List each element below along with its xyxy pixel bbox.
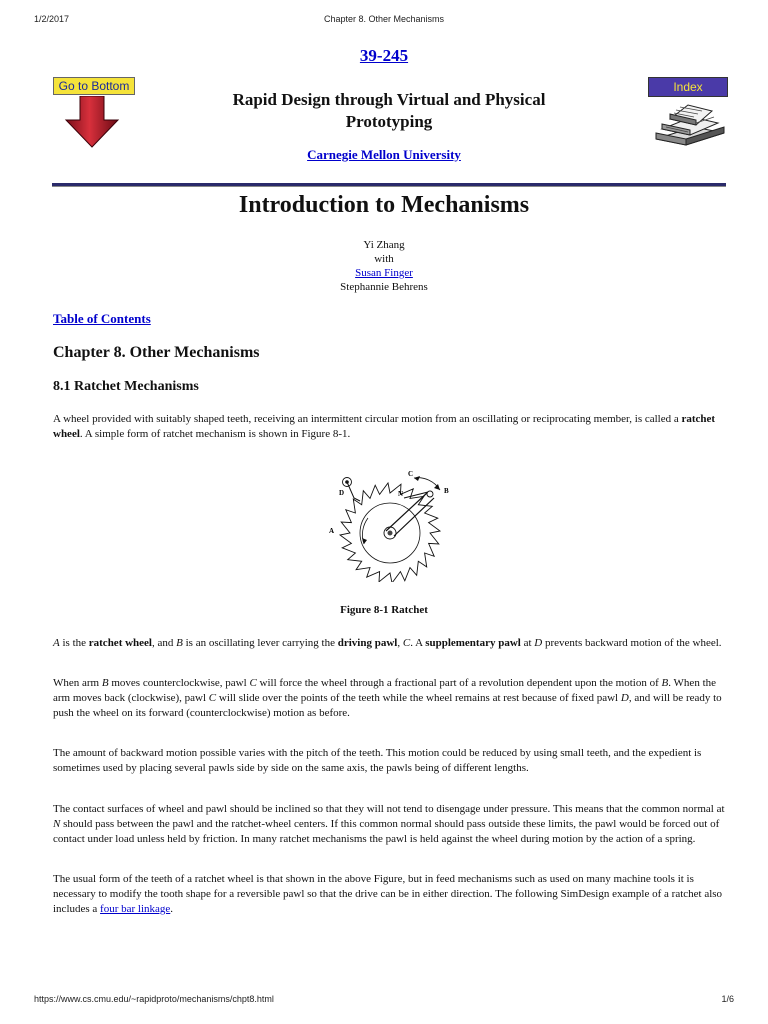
- wheel-axle: [388, 531, 393, 536]
- text-run: prevents backward motion of the wheel.: [542, 637, 722, 649]
- chapter-heading: Chapter 8. Other Mechanisms: [53, 344, 260, 361]
- paragraph-motion: [53, 676, 725, 721]
- section-heading: 8.1 Ratchet Mechanisms: [53, 379, 199, 394]
- paragraph-parts: [53, 636, 725, 651]
- index-button[interactable]: Index: [648, 77, 728, 97]
- var: B: [101, 677, 109, 689]
- course-code-link[interactable]: 39-245: [359, 46, 409, 65]
- paragraph-intro: [53, 412, 725, 442]
- text-run: should pass between the pawl and the ratchet-wheel centers. If this common normal should pass outside these limits, the pawl would be forced out of contact under load unless held by friction. In many ratchet mechanisms the pawl is held against the wheel during motion by the action of a spring.: [53, 818, 720, 845]
- text-run: When arm: [53, 677, 102, 689]
- four-bar-linkage-link[interactable]: four bar linkage: [100, 903, 171, 915]
- university: [0, 147, 768, 163]
- var: C: [208, 692, 217, 704]
- term-ratchet-wheel: ratchet wheel: [53, 413, 716, 440]
- print-url: https://www.cs.cmu.edu/~rapidproto/mechanisms/chpt8.html: [34, 994, 274, 1004]
- var: N: [53, 818, 61, 830]
- text-run: ,: [397, 637, 403, 649]
- term: ratchet wheel: [88, 637, 152, 649]
- ratchet-figure: [320, 462, 460, 582]
- toc: [53, 311, 151, 327]
- author-name: Yi Zhang: [363, 239, 405, 251]
- text-run: . When the arm moves back (clockwise), pawl: [53, 677, 717, 704]
- author-with: with: [374, 253, 394, 265]
- page-title: Introduction to Mechanisms: [238, 192, 530, 218]
- term: supplementary pawl: [425, 637, 521, 649]
- header-divider: [52, 183, 726, 187]
- course-code: [0, 46, 768, 66]
- coauthor-name: Stephannie Behrens: [340, 281, 428, 293]
- var: C: [249, 677, 257, 689]
- text-run: will force the wheel through a fractional part of a revolution dependent upon the motion of: [256, 677, 662, 689]
- arrowhead: [434, 484, 440, 490]
- var: A: [53, 637, 60, 649]
- paragraph-contact-surfaces: [53, 802, 725, 847]
- text-run: A wheel provided with suitably shaped teeth, receiving an intermittent circular motion from an oscillating or reciprocating member, is called a: [53, 413, 682, 425]
- label-c: C: [408, 470, 414, 478]
- print-page-number: 1/6: [721, 994, 734, 1004]
- label-b: B: [444, 487, 449, 495]
- course-title: Rapid Design through Virtual and Physical Prototyping: [232, 90, 546, 131]
- book-stack-icon[interactable]: [650, 97, 728, 147]
- arrowhead: [414, 476, 420, 481]
- text-run: , and will be ready to push the wheel on its forward (counterclockwise) motion as before.: [53, 692, 722, 719]
- figure-caption: Figure 8-1 Ratchet: [340, 604, 428, 616]
- text-run: is an oscillating lever carrying the: [182, 637, 338, 649]
- table-of-contents-link[interactable]: Table of Contents: [53, 311, 151, 326]
- paragraph-backward-motion: The amount of backward motion possible varies with the pitch of the teeth. This motion could be reduced by using small teeth, and the expedient is sometimes used by placing several pawls side by side on the same axis, the pawls being of different lengths.: [53, 747, 702, 774]
- text-run: will slide over the points of the teeth while the wheel remains at rest because of fixed pawl: [216, 692, 621, 704]
- university-link[interactable]: Carnegie Mellon University: [307, 147, 461, 162]
- var: D: [620, 692, 629, 704]
- var: D: [534, 637, 543, 649]
- text-run: The usual form of the teeth of a ratchet wheel is that shown in the above Figure, but in feed mechanisms such as used on many machine tools it is necessary to modify the tooth shape for a reversible pawl so that the drive can be in either direction. The following SimDesign example of a ratchet also includes a: [53, 873, 723, 915]
- text-run: .: [170, 903, 174, 915]
- text-run: . A simple form of ratchet mechanism is shown in Figure 8-1.: [79, 428, 351, 440]
- print-title: Chapter 8. Other Mechanisms: [323, 14, 445, 24]
- down-arrow-icon[interactable]: [64, 96, 120, 148]
- text-run: . A: [410, 637, 426, 649]
- term: driving pawl: [337, 637, 398, 649]
- text-run: , and: [152, 637, 177, 649]
- print-date: 1/2/2017: [34, 14, 70, 24]
- var: C: [402, 637, 411, 649]
- go-to-bottom-button[interactable]: Go to Bottom: [53, 77, 135, 95]
- coauthor-link[interactable]: Susan Finger: [355, 267, 413, 279]
- text-run: is the: [59, 637, 89, 649]
- text-run: moves counterclockwise, pawl: [108, 677, 250, 689]
- label-a: A: [329, 527, 335, 535]
- var: B: [661, 677, 669, 689]
- pawl-pivot: [427, 491, 433, 497]
- text-run: at: [520, 637, 535, 649]
- text-run: The contact surfaces of wheel and pawl should be inclined so that they will not tend to disengage under pressure. This means that the common normal at: [53, 803, 725, 815]
- label-d: D: [339, 489, 345, 497]
- var: B: [176, 637, 183, 649]
- paragraph-tooth-form: [53, 872, 725, 917]
- label-n: N: [398, 490, 404, 498]
- authors: [0, 238, 768, 294]
